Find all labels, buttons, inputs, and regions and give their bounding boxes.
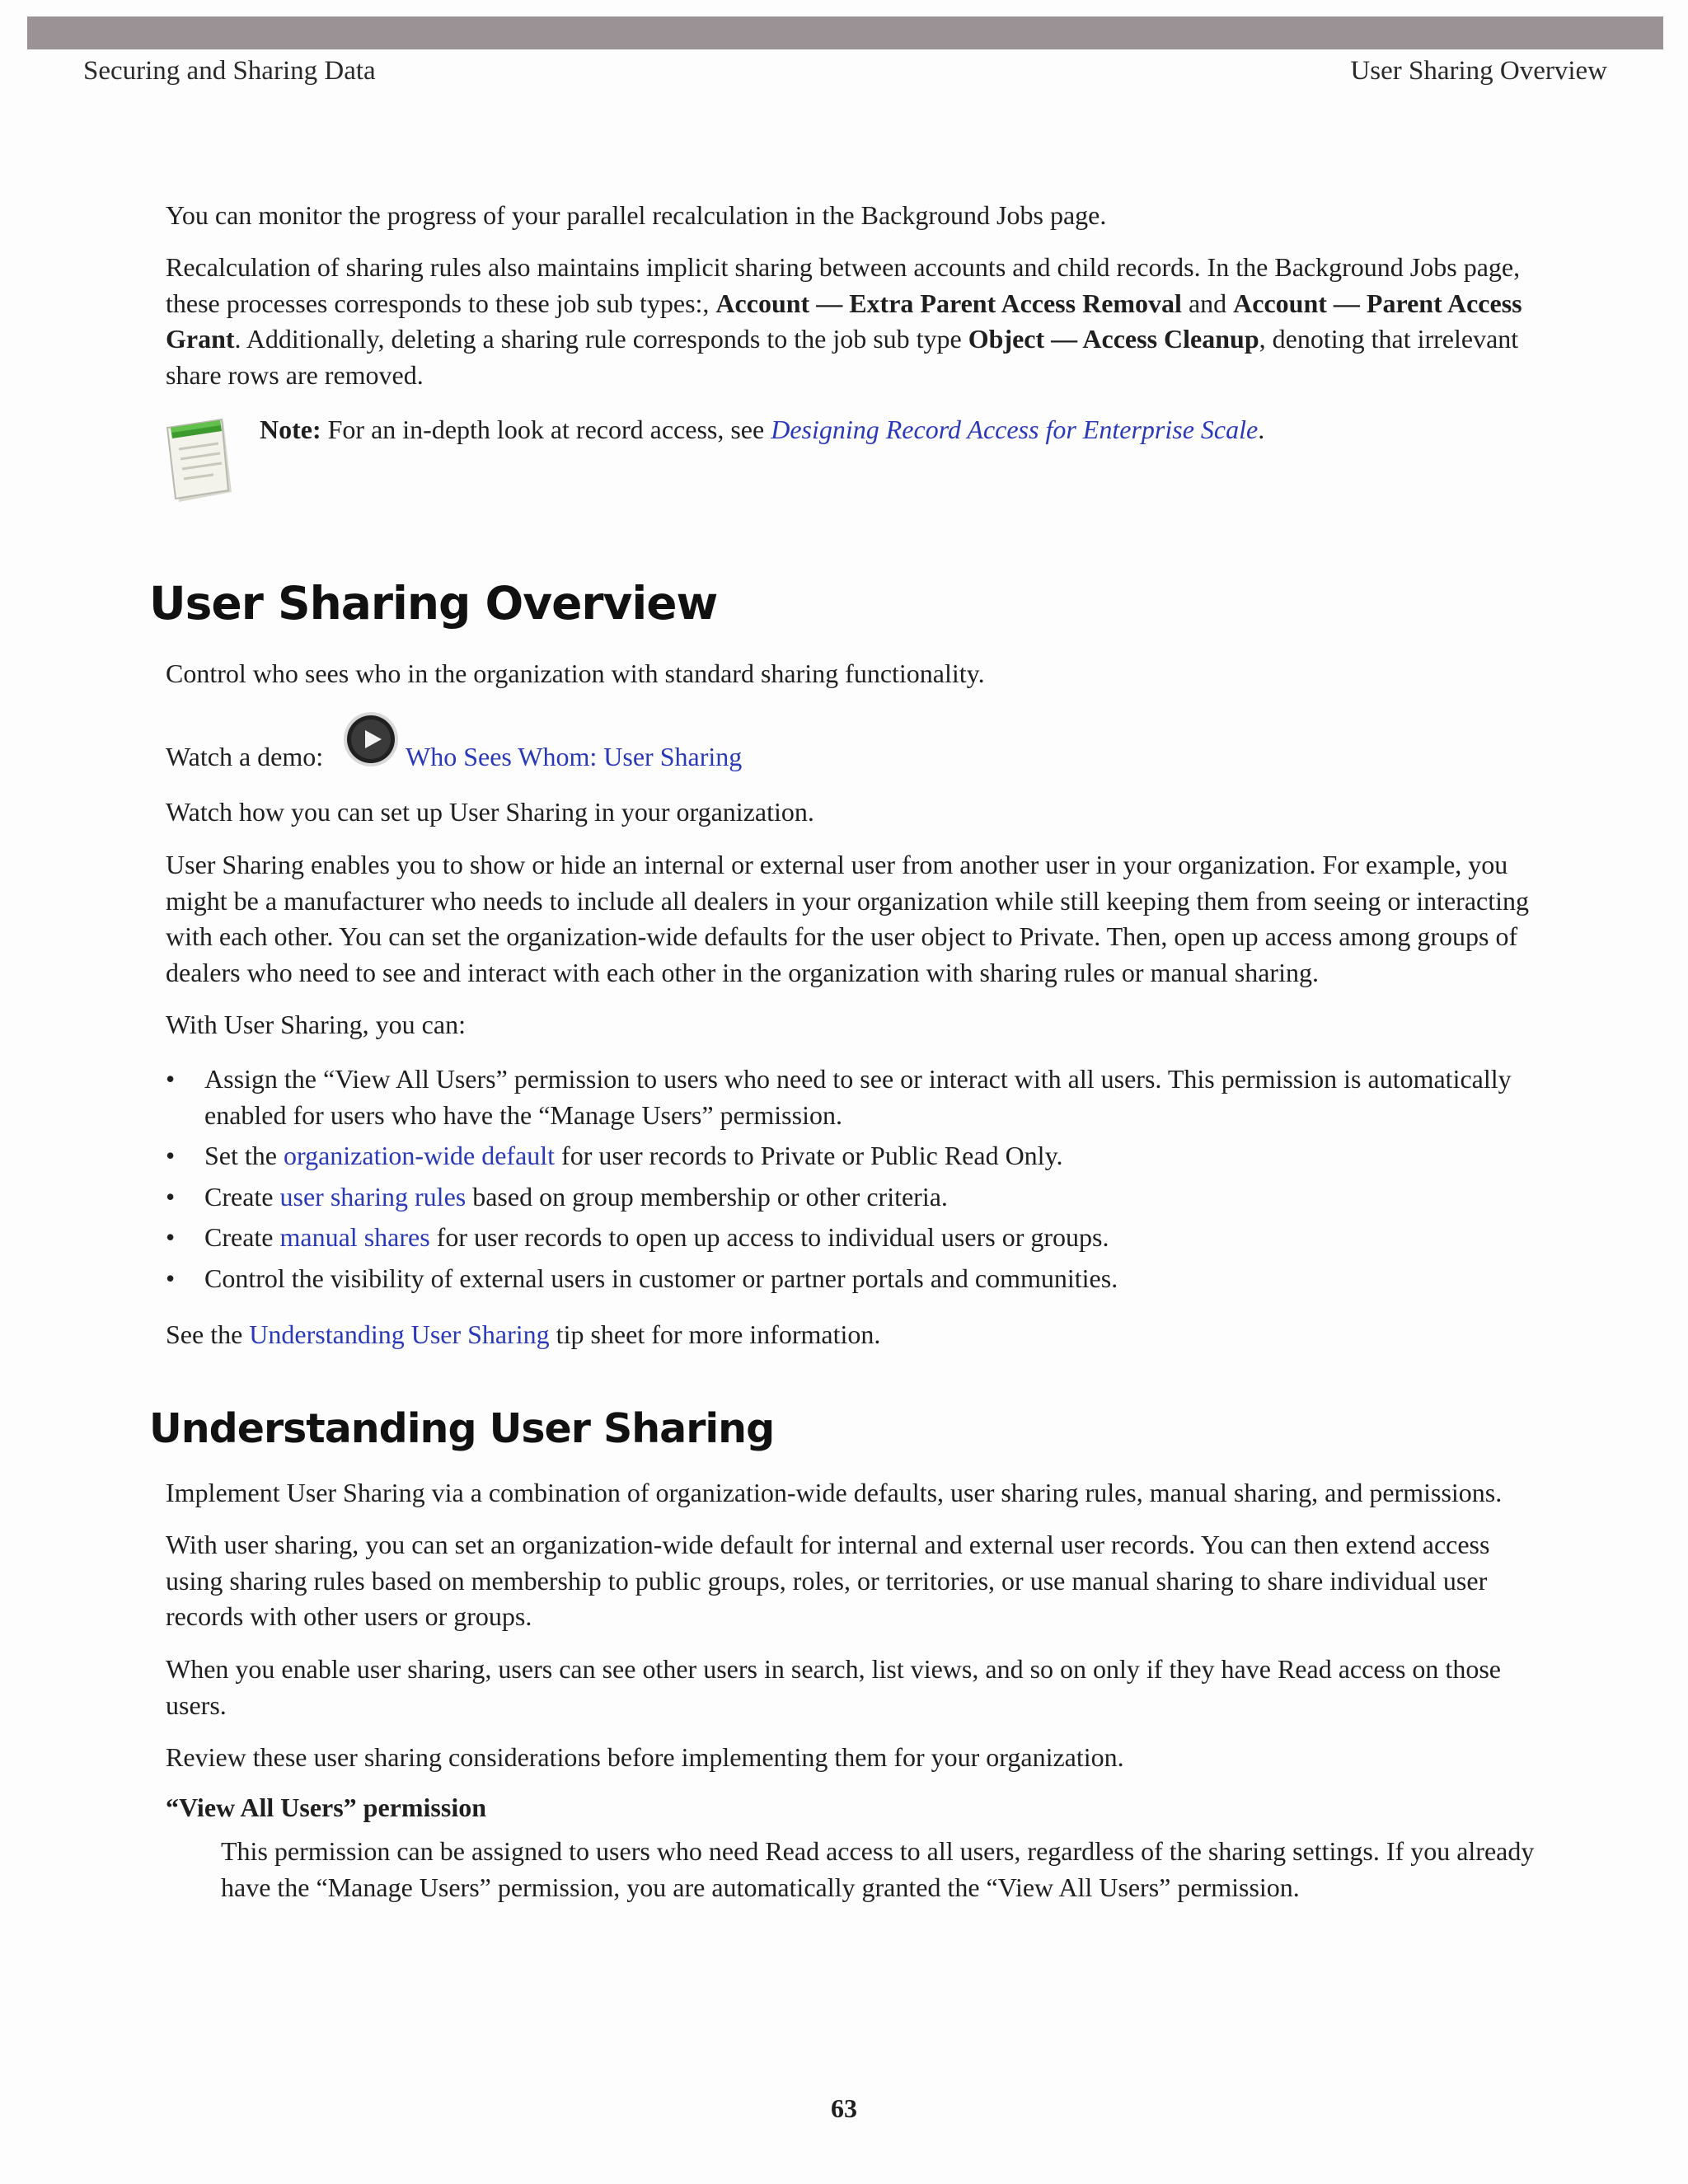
understanding-paragraph-3: When you enable user sharing, users can see other users in search, list views, and so on only if they have Read access on those users. [166,1654,1501,1720]
header-bar [27,16,1663,49]
note-end: . [1258,415,1265,444]
watch-demo-label: Watch a demo: [166,742,324,771]
bullet-text: based on group membership or other criteria. [466,1181,948,1212]
understanding-user-sharing-link[interactable]: Understanding User Sharing [249,1319,550,1349]
bullet-text: Assign the “View All Users” permission to users who need to see or interact with all users. This permission is automatically enabled for users who have the “Manage Users” permission. [204,1064,1512,1130]
note-body: For an in-depth look at record access, see [321,415,771,444]
list-item [166,1138,1544,1174]
play-icon[interactable] [342,710,400,768]
job-subtype-extra-parent-access-removal: Account — Extra Parent Access Removal [715,288,1182,318]
demo-link-who-sees-whom[interactable]: Who Sees Whom: User Sharing [406,742,743,771]
list-item [166,1220,1544,1256]
list-item [166,1179,1544,1216]
bullet-text: for user records to open up access to individual users or groups. [429,1222,1109,1252]
see-tip-sheet-paragraph [166,1317,1544,1353]
section-summary: Control who sees who in the organization with standard sharing functionality. [166,658,985,688]
intro-p2-text-2: and [1181,288,1234,318]
list-item [166,1261,1544,1297]
understanding-paragraph-1: Implement User Sharing via a combination of organization-wide defaults, user sharing rules, manual sharing, and permissions. [166,1478,1503,1507]
section-title-user-sharing-overview: User Sharing Overview [149,577,718,630]
bullet-text: Create [204,1222,280,1252]
user-sharing-rules-link[interactable]: user sharing rules [279,1181,467,1212]
bullet-text: Control the visibility of external users in customer or partner portals and communities. [204,1263,1118,1293]
page-number: 63 [831,2093,857,2123]
organization-wide-default-link[interactable]: organization-wide default [283,1141,556,1170]
note-text [260,412,1264,448]
note-icon [166,416,235,507]
with-user-sharing-intro: With User Sharing, you can: [166,1010,466,1039]
intro-paragraph-2 [166,250,1544,393]
section-title-understanding-user-sharing: Understanding User Sharing [149,1405,775,1452]
intro-p2-text-4: , denoting that irrelevant share rows are removed. [166,324,1519,390]
see-pre: See the [166,1319,250,1349]
bullet-dot: • [166,1064,176,1094]
note-callout [166,412,1544,511]
intro-p2-text-3: . Additionally, deleting a sharing rule corresponds to the job sub type [234,324,968,354]
bullet-text: Set the [204,1141,284,1170]
bullet-dot: • [166,1181,176,1212]
user-sharing-description: User Sharing enables you to show or hide an internal or external user from another user in your organization. For example, you might be a manufacturer who needs to include all dealers in your organization while still keeping them from seeing or interacting with each other. You can set the organization-wide defaults for the user object to Private. Then, open up access among groups of dealers who need to see and interact with each other in the organization with sharing rules or manual sharing. [166,850,1530,987]
term-view-all-users: “View All Users” permission [166,1793,487,1822]
bullet-dot: • [166,1141,176,1170]
term-view-all-users-description: This permission can be assigned to users who need Read access to all users, regardless of the sharing settings. If you already have the “Manage Users” permission, you are automatically granted the “View All Users” permission. [221,1836,1535,1902]
bullet-text: for user records to Private or Public Read Only. [555,1141,1063,1170]
running-header-chapter: Securing and Sharing Data [83,56,376,86]
intro-p2-text-1: Recalculation of sharing rules also maintains implicit sharing between accounts and child records. In the Background Jobs page, these processes corresponds to these job sub types:, [166,252,1521,318]
bullet-dot: • [166,1263,176,1293]
intro-paragraph-1: You can monitor the progress of your parallel recalculation in the Background Jobs page. [166,200,1107,230]
bullet-text: Create [204,1181,280,1212]
see-post: tip sheet for more information. [549,1319,881,1349]
capabilities-list [166,1062,1544,1301]
list-item [166,1062,1544,1133]
job-subtype-parent-access-grant: Account — Parent Access Grant [166,288,1522,354]
understanding-paragraph-2: With user sharing, you can set an organization-wide default for internal and external user records. You can then extend access using sharing rules based on membership to public groups, roles, or territories, or use manual sharing to share individual user records with other users or groups. [166,1530,1490,1631]
job-subtype-access-cleanup: Object — Access Cleanup [968,324,1259,354]
watch-how-paragraph: Watch how you can set up User Sharing in your organization. [166,797,814,827]
designing-record-access-link[interactable]: Designing Record Access for Enterprise Scale [771,415,1259,444]
manual-shares-link[interactable]: manual shares [279,1222,430,1252]
bullet-dot: • [166,1222,176,1252]
understanding-paragraph-4: Review these user sharing considerations before implementing them for your organization. [166,1742,1124,1772]
running-header-section: User Sharing Overview [1350,56,1607,86]
note-label: Note: [260,415,321,444]
